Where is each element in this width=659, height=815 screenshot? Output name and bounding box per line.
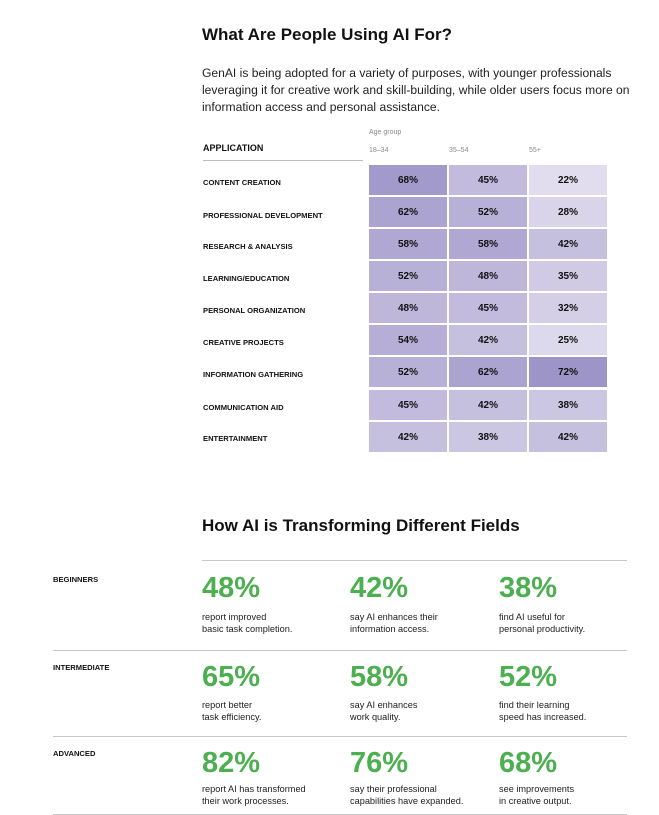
divider <box>53 650 627 651</box>
stat-value: 58% <box>350 661 409 693</box>
level-label-intermediate: INTERMEDIATE <box>53 663 110 672</box>
usage-title: What Are People Using AI For? <box>202 25 452 44</box>
heat-cell: 62% <box>369 197 447 227</box>
age-group-label: Age group <box>369 129 402 136</box>
heat-cell: 25% <box>529 325 607 355</box>
stat-value: 76% <box>350 747 409 779</box>
heat-cell: 72% <box>529 357 607 387</box>
stat-value: 65% <box>202 661 261 693</box>
level-label-advanced: ADVANCED <box>53 749 96 758</box>
heat-cell: 52% <box>369 261 447 291</box>
heat-cell: 38% <box>449 422 527 452</box>
row-label-communication-aid: COMMUNICATION AID <box>203 403 284 412</box>
stat-value: 68% <box>499 747 558 779</box>
transform-title: How AI is Transforming Different Fields <box>202 516 520 535</box>
heat-cell: 38% <box>529 390 607 420</box>
stat-description: say AI enhances their information access. <box>350 612 438 634</box>
row-label-creative-projects: CREATIVE PROJECTS <box>203 338 284 347</box>
row-label-content-creation: CONTENT CREATION <box>203 178 281 187</box>
divider <box>53 736 627 737</box>
heat-cell: 45% <box>449 165 527 195</box>
heat-cell: 32% <box>529 293 607 323</box>
stat-value: 38% <box>499 572 558 604</box>
heat-cell: 58% <box>369 229 447 259</box>
heat-cell: 54% <box>369 325 447 355</box>
divider-top <box>202 560 627 561</box>
row-label-research-analysis: RESEARCH & ANALYSIS <box>203 242 293 251</box>
heat-cell: 58% <box>449 229 527 259</box>
stat-description: report AI has transformed their work processes. <box>202 784 306 806</box>
stat-value: 82% <box>202 747 261 779</box>
heat-cell: 48% <box>449 261 527 291</box>
row-label-personal-organization: PERSONAL ORGANIZATION <box>203 306 306 315</box>
heat-cell: 52% <box>449 197 527 227</box>
heat-cell: 42% <box>529 229 607 259</box>
application-header: APPLICATION <box>203 143 264 153</box>
stat-value: 48% <box>202 572 261 604</box>
column-header-35-54: 35–54 <box>449 147 469 154</box>
row-label-professional-development: PROFESSIONAL DEVELOPMENT <box>203 211 323 220</box>
stat-value: 42% <box>350 572 409 604</box>
heat-cell: 35% <box>529 261 607 291</box>
row-label-entertainment: ENTERTAINMENT <box>203 434 268 443</box>
heat-cell: 42% <box>449 390 527 420</box>
stat-description: say AI enhances work quality. <box>350 700 418 722</box>
stat-description: see improvements in creative output. <box>499 784 575 806</box>
heat-cell: 45% <box>449 293 527 323</box>
column-header-18-34: 18–34 <box>369 147 389 154</box>
heat-cell: 62% <box>449 357 527 387</box>
heat-cell: 42% <box>449 325 527 355</box>
row-label-information-gathering: INFORMATION GATHERING <box>203 370 304 379</box>
usage-intro: GenAI is being adopted for a variety of purposes, with younger professionals leveraging it for creative work and skill-building, while older users focus more on information access and personal assistance. <box>202 66 630 114</box>
column-header-55-plus: 55+ <box>529 147 541 154</box>
row-label-learning-education: LEARNING/EDUCATION <box>203 274 290 283</box>
heat-cell: 45% <box>369 390 447 420</box>
stat-description: report improved basic task completion. <box>202 612 293 634</box>
stat-description: report better task efficiency. <box>202 700 262 722</box>
heat-cell: 42% <box>529 422 607 452</box>
stat-value: 52% <box>499 661 558 693</box>
heat-cell: 22% <box>529 165 607 195</box>
level-label-beginners: BEGINNERS <box>53 575 99 584</box>
heat-cell: 42% <box>369 422 447 452</box>
stat-description: find AI useful for personal productivity. <box>499 612 586 634</box>
heat-cell: 28% <box>529 197 607 227</box>
heat-cell: 48% <box>369 293 447 323</box>
stat-description: find their learning speed has increased. <box>499 700 587 722</box>
stat-description: say their professional capabilities have expanded. <box>350 784 464 806</box>
application-header-divider <box>203 160 363 161</box>
heat-cell: 68% <box>369 165 447 195</box>
heat-cell: 52% <box>369 357 447 387</box>
